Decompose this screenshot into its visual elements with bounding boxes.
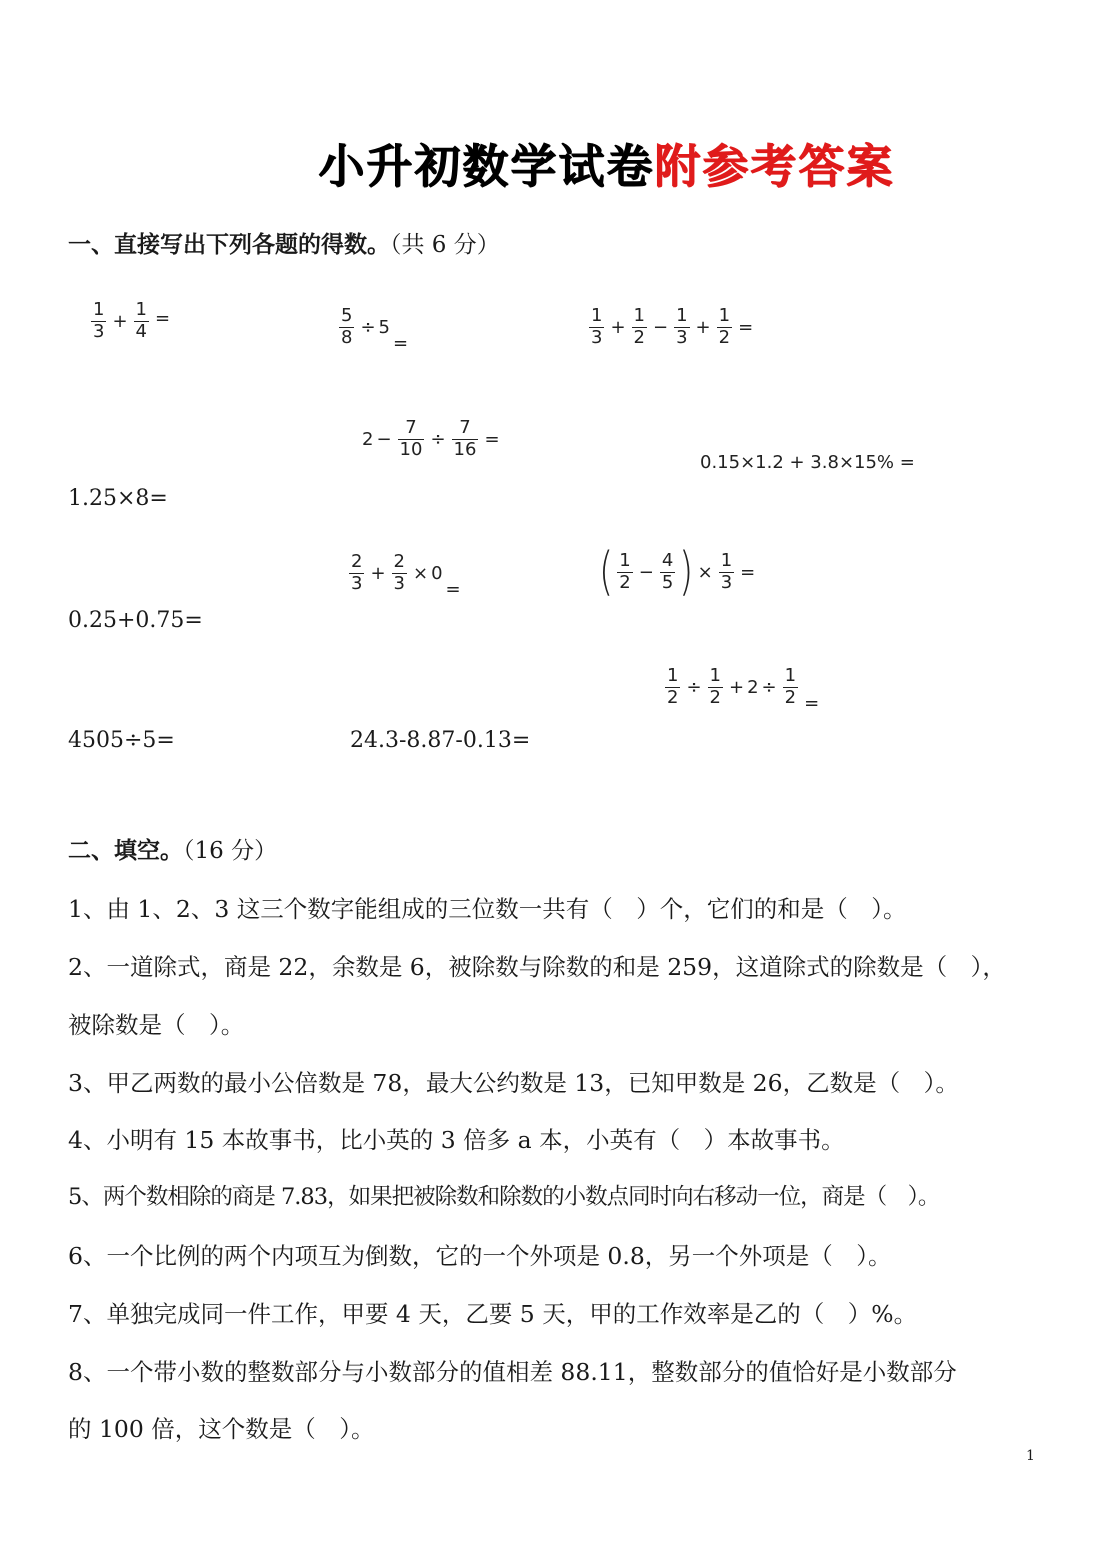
expr-10: $\frac{1}{2}$ ÷ $\frac{1}{2}$ + 2 ÷ $\frac{1}{2}$ = xyxy=(667,665,820,715)
expr-6: 1.25×8= xyxy=(68,486,168,511)
expr-8: ( $\frac{1}{2}$ − $\frac{4}{5}$ ) × $\frac{1}{3}$ = xyxy=(599,542,756,602)
expr-11: 4505÷5= xyxy=(68,728,175,753)
title-main: 小升初数学试卷 xyxy=(318,139,654,193)
expr-12: 24.3-8.87-0.13= xyxy=(350,728,531,753)
page-number: 1 xyxy=(1026,1448,1035,1464)
expr-7: $\frac{2}{3}$ + $\frac{2}{3}$ × 0 = xyxy=(351,551,461,601)
question-8-cont: 的 100 倍，这个数是（ ）。 xyxy=(68,1415,375,1443)
expr-1: $\frac{1}{3}$ + $\frac{1}{4}$ = xyxy=(93,299,171,342)
question-4: 4、小明有 15 本故事书，比小英的 3 倍多 a 本，小英有（ ）本故事书。 xyxy=(68,1126,845,1154)
question-1: 1、由 1、2、3 这三个数字能组成的三位数一共有（ ）个，它们的和是（ ）。 xyxy=(68,895,907,923)
section-1-heading xyxy=(68,226,500,259)
expr-3: $\frac{1}{3}$ + $\frac{1}{2}$ − $\frac{1}{3}$ + $\frac{1}{2}$ = xyxy=(591,305,754,348)
section-1-title: 一、直接写出下列各题的得数。 xyxy=(68,232,390,258)
expr-9: 0.25+0.75= xyxy=(68,608,203,633)
question-2-cont: 被除数是（ ）。 xyxy=(68,1011,245,1039)
section-1-points: （共 6 分） xyxy=(390,232,500,258)
question-6: 6、一个比例的两个内项互为倒数，它的一个外项是 0.8，另一个外项是（ ）。 xyxy=(68,1242,892,1270)
section-2-heading xyxy=(68,832,277,865)
expr-5: 0.15×1.2 + 3.8×15% = xyxy=(700,452,915,473)
title-answer-note: 附参考答案 xyxy=(654,139,894,193)
question-3: 3、甲乙两数的最小公倍数是 78，最大公约数是 13，已知甲数是 26，乙数是（ ）。 xyxy=(68,1069,959,1097)
section-2-title: 二、填空。 xyxy=(68,838,183,864)
page-title xyxy=(0,130,1102,196)
section-2-points: （16 分） xyxy=(183,838,278,864)
question-2: 2、一道除式，商是 22，余数是 6，被除数与除数的和是 259，这道除式的除数是（ ）， xyxy=(68,953,1006,981)
question-8: 8、一个带小数的整数部分与小数部分的值相差 88.11，整数部分的值恰好是小数部分 xyxy=(68,1358,957,1386)
question-5: 5、两个数相除的商是 7.83，如果把被除数和除数的小数点同时向右移动一位，商是（ ）。 xyxy=(68,1184,940,1210)
expr-2: $\frac{5}{8}$ ÷ 5 = xyxy=(341,305,409,355)
question-7: 7、单独完成同一件工作，甲要 4 天，乙要 5 天，甲的工作效率是乙的（ ）%。 xyxy=(68,1300,918,1328)
expr-4: 2 − $\frac{7}{10}$ ÷ $\frac{7}{16}$ = xyxy=(362,417,500,460)
